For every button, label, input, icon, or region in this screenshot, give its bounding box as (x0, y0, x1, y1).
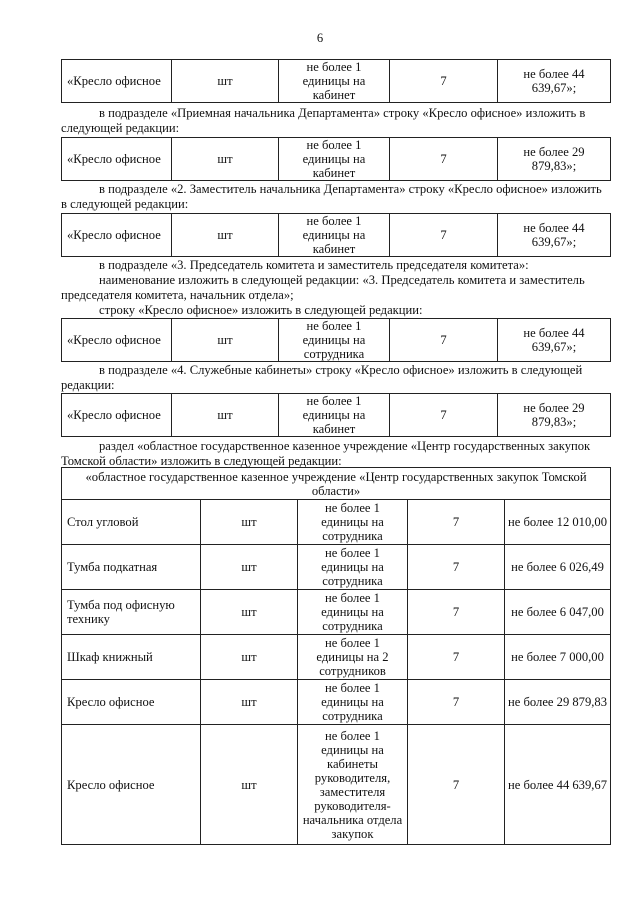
quantity-cell: не более 1 единицы на кабинет (279, 60, 390, 103)
item-name-cell: Шкаф книжный (62, 635, 201, 680)
item-name-cell: Тумба подкатная (62, 545, 201, 590)
quantity-cell: не более 1 единицы на кабинеты руководителя, заместителя руководителя-начальника отдела закупок (298, 725, 408, 845)
item-name-cell: Кресло офисное (62, 725, 201, 845)
table-row (62, 545, 611, 590)
unit-cell: шт (201, 635, 298, 680)
furniture-table-3 (61, 213, 611, 257)
item-name-cell: «Кресло офисное (62, 60, 172, 103)
paragraph-line: строку «Кресло офисное» изложить в следующей редакции: (99, 303, 423, 317)
price-cell: не более 7 000,00 (505, 635, 611, 680)
price-cell: не более 12 010,00 (505, 500, 611, 545)
unit-cell: шт (201, 725, 298, 845)
paragraph-5 (61, 439, 610, 469)
furniture-table-4 (61, 318, 611, 362)
item-name-cell: Кресло офисное (62, 680, 201, 725)
unit-cell: шт (172, 214, 279, 257)
term-cell: 7 (408, 725, 505, 845)
unit-cell: шт (201, 680, 298, 725)
item-name-cell: «Кресло офисное (62, 214, 172, 257)
quantity-cell: не более 1 единицы на сотрудника (298, 545, 408, 590)
paragraph-line: раздел «областное государственное казенное учреждение «Центр государственных закупок (99, 439, 591, 453)
unit-cell: шт (172, 60, 279, 103)
term-cell: 7 (408, 590, 505, 635)
table-title-row (62, 468, 611, 500)
quantity-cell: не более 1 единицы на сотрудника (279, 319, 390, 362)
table-row (62, 635, 611, 680)
unit-cell: шт (201, 545, 298, 590)
quantity-cell: не более 1 единицы на кабинет (279, 394, 390, 437)
paragraph-line: в подразделе «3. Председатель комитета и заместитель председателя комитета»: (99, 258, 529, 272)
paragraph-line: в подразделе «Приемная начальника Департамента» строку «Кресло офисное» изложить в (99, 106, 586, 120)
paragraph-1 (61, 106, 610, 136)
item-name-cell: Стол угловой (62, 500, 201, 545)
quantity-cell: не более 1 единицы на 2 сотрудников (298, 635, 408, 680)
price-cell: не более 6 026,49 (505, 545, 611, 590)
paragraph-line: редакции: (61, 378, 115, 392)
paragraph-2 (61, 182, 610, 212)
quantity-cell: не более 1 единицы на сотрудника (298, 590, 408, 635)
paragraph-4 (61, 363, 610, 393)
table-row (62, 319, 611, 362)
price-cell: не более 44 639,67»; (498, 60, 611, 103)
unit-cell: шт (172, 394, 279, 437)
paragraph-line: председателя комитета, начальник отдела»; (61, 288, 294, 302)
price-cell: не более 29 879,83»; (498, 138, 611, 181)
price-cell: не более 44 639,67»; (498, 319, 611, 362)
furniture-table-2 (61, 137, 611, 181)
price-cell: не более 6 047,00 (505, 590, 611, 635)
paragraph-line: следующей редакции: (61, 121, 180, 135)
unit-cell: шт (172, 138, 279, 181)
table-row (62, 60, 611, 103)
table-row (62, 590, 611, 635)
paragraph-3 (61, 258, 610, 318)
table-row (62, 500, 611, 545)
furniture-table-1 (61, 59, 611, 103)
table-row (62, 394, 611, 437)
item-name-cell: «Кресло офисное (62, 394, 172, 437)
paragraph-line: в следующей редакции: (61, 197, 189, 211)
paragraph-line: в подразделе «4. Служебные кабинеты» строку «Кресло офисное» изложить в следующей (99, 363, 583, 377)
term-cell: 7 (408, 635, 505, 680)
quantity-cell: не более 1 единицы на кабинет (279, 214, 390, 257)
quantity-cell: не более 1 единицы на сотрудника (298, 500, 408, 545)
table-title: «областное государственное казенное учреждение «Центр государственных закупок Томской области» (62, 468, 611, 500)
page-number: 6 (316, 31, 324, 45)
term-cell: 7 (408, 680, 505, 725)
price-cell: не более 29 879,83»; (498, 394, 611, 437)
table-row (62, 725, 611, 845)
price-cell: не более 44 639,67»; (498, 214, 611, 257)
paragraph-line: Томской области» изложить в следующей редакции: (61, 454, 342, 468)
term-cell: 7 (390, 138, 498, 181)
furniture-table-5 (61, 393, 611, 437)
quantity-cell: не более 1 единицы на кабинет (279, 138, 390, 181)
paragraph-line: в подразделе «2. Заместитель начальника Департамента» строку «Кресло офисное» изложить (99, 182, 602, 196)
unit-cell: шт (201, 590, 298, 635)
price-cell: не более 44 639,67 (505, 725, 611, 845)
term-cell: 7 (390, 60, 498, 103)
term-cell: 7 (390, 319, 498, 362)
paragraph-line: наименование изложить в следующей редакции: «3. Председатель комитета и заместитель (99, 273, 585, 287)
term-cell: 7 (390, 394, 498, 437)
unit-cell: шт (201, 500, 298, 545)
furniture-table-6 (61, 467, 611, 845)
item-name-cell: «Кресло офисное (62, 138, 172, 181)
quantity-cell: не более 1 единицы на сотрудника (298, 680, 408, 725)
item-name-cell: «Кресло офисное (62, 319, 172, 362)
item-name-cell: Тумба под офисную технику (62, 590, 201, 635)
table-row (62, 680, 611, 725)
table-row (62, 214, 611, 257)
unit-cell: шт (172, 319, 279, 362)
term-cell: 7 (408, 545, 505, 590)
term-cell: 7 (390, 214, 498, 257)
table-row (62, 138, 611, 181)
price-cell: не более 29 879,83 (505, 680, 611, 725)
term-cell: 7 (408, 500, 505, 545)
